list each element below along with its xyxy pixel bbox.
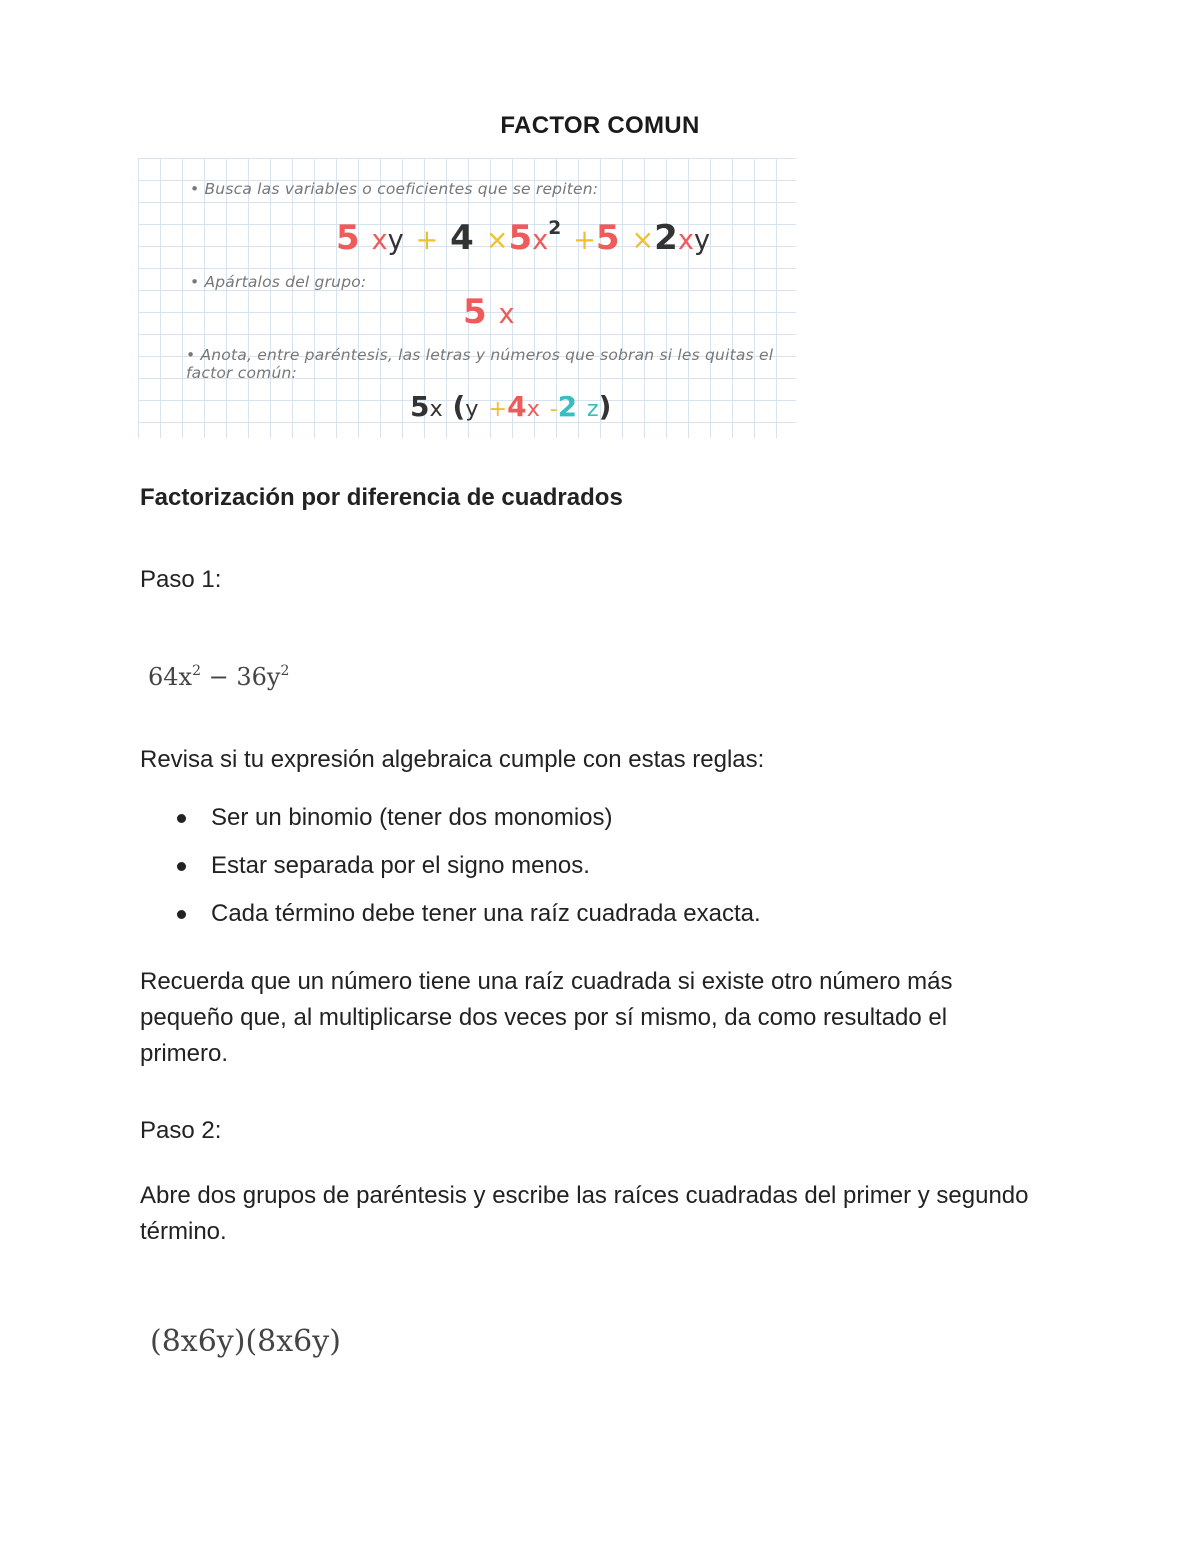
factored-expression	[410, 390, 611, 423]
step-1-label: Paso 1:	[140, 566, 222, 593]
instruction-note-1: • Busca las variables o coeficientes que se repiten:	[190, 180, 599, 198]
expr-paren: )	[598, 390, 612, 423]
expr-operator: ×	[631, 225, 655, 256]
list-item: Ser un binomio (tener dos monomios)	[172, 800, 761, 848]
example-expression	[336, 218, 710, 258]
step-2-instruction: Abre dos grupos de paréntesis y escribe las raíces cuadradas del primer y segundo término.	[140, 1182, 1029, 1245]
expr-operator: ×	[485, 225, 509, 256]
page-title: FACTOR COMUN	[500, 112, 700, 139]
expr-term: x	[532, 225, 549, 256]
expr-term: x	[429, 396, 443, 422]
expr-term: y	[387, 225, 404, 256]
expr-term: y	[693, 225, 711, 256]
recall-paragraph: Recuerda que un número tiene una raíz cuadrada si existe otro número más pequeño que, al multiplicarse dos veces por sí mismo, da como resultado el primero.	[140, 968, 953, 1067]
expr-operator: -	[549, 396, 558, 422]
binomial-expression	[148, 663, 289, 691]
expr-term: x	[677, 225, 694, 256]
math-exponent: 2	[280, 663, 290, 679]
instruction-note-2: • Apártalos del grupo:	[190, 273, 367, 291]
expr-term: z	[586, 396, 599, 422]
expr-term: 5	[595, 218, 620, 258]
factor-comun-illustration	[138, 158, 796, 438]
math-term: 64x	[148, 663, 193, 691]
math-operator: −	[201, 663, 237, 691]
instruction-note-3: • Anota, entre paréntesis, las letras y números que sobran si les quitas el factor común:	[186, 346, 774, 382]
expr-exponent: 2	[548, 218, 562, 240]
factored-parentheses-expression: (8x6y)(8x6y)	[150, 1324, 341, 1359]
expr-term: y	[465, 396, 479, 422]
expr-operator: +	[488, 396, 508, 422]
math-term: 36y	[236, 663, 281, 691]
rules-intro: Revisa si tu expresión algebraica cumple con estas reglas:	[140, 746, 765, 773]
expr-term: 4	[507, 390, 527, 423]
expr-term: x	[371, 225, 388, 256]
list-item: Cada término debe tener una raíz cuadrada exacta.	[172, 896, 761, 944]
expr-operator: +	[415, 225, 439, 256]
math-exponent: 2	[192, 663, 201, 679]
expr-term: 5	[410, 390, 430, 423]
expr-term: 5	[463, 292, 487, 332]
expr-paren: (	[452, 390, 466, 423]
expr-term: 5	[336, 218, 360, 258]
list-item: Estar separada por el signo menos.	[172, 848, 761, 896]
expr-operator: +	[573, 225, 596, 256]
expr-term: x	[526, 396, 540, 422]
rules-list	[172, 800, 761, 944]
expr-term: 2	[654, 218, 678, 258]
expr-term: 5	[508, 218, 533, 258]
section-heading: Factorización por diferencia de cuadrados	[140, 484, 623, 511]
expr-term: 4	[450, 218, 474, 258]
common-factor-expression	[463, 292, 515, 332]
expr-term: x	[498, 299, 515, 330]
step-2-label: Paso 2:	[140, 1117, 222, 1144]
expr-term: 2	[557, 390, 578, 423]
